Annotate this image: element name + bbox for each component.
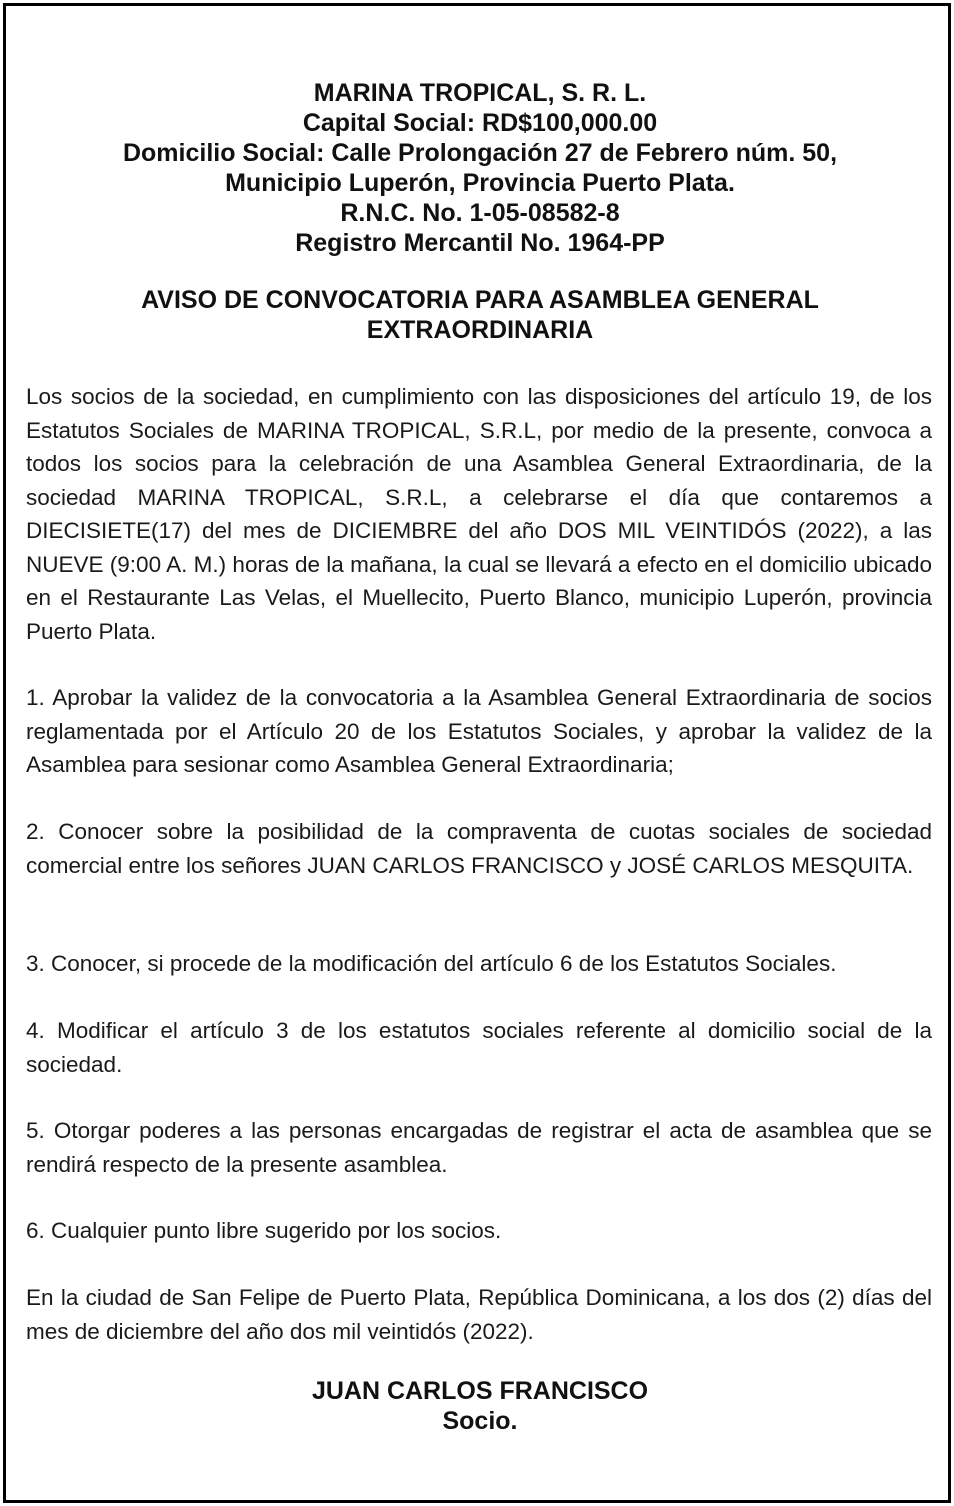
company-name: MARINA TROPICAL, S. R. L. [313, 79, 647, 107]
signatory-name: JUAN CARLOS FRANCISCO [311, 1377, 649, 1405]
signatory-role: Socio. [442, 1407, 518, 1435]
notice-title-line-2: EXTRAORDINARIA [366, 316, 594, 344]
intro-paragraph: Los socios de la sociedad, en cumplimiento con las disposiciones del artículo 19, de los Estatutos Sociales de MARINA TROPICAL, S.R.L, por medio de la presente, convoca a todos los socios para la celebración de una Asamblea General Extraordinaria, de la sociedad MARINA TROPICAL, S.R.L, a celebrarse el día que contaremos a DIECISIETE(17) del mes de DICIEMBRE del año DOS MIL VEINTIDÓS (2022), a las NUEVE (9:00 A. M.) horas de la mañana, la cual se llevará a efecto en el domicilio ubicado en el Restaurante Las Velas, el Muellecito, Puerto Blanco, municipio Luperón, provincia Puerto Plata. [26, 384, 932, 644]
agenda-item-2: 2. Conocer sobre la posibilidad de la compraventa de cuotas sociales de sociedad comercial entre los señores JUAN CARLOS FRANCISCO y JOSÉ CARLOS MESQUITA. [26, 819, 932, 878]
domicile-line-2: Municipio Luperón, Provincia Puerto Plata. [225, 169, 735, 197]
agenda-item-5: 5. Otorgar poderes a las personas encargadas de registrar el acta de asamblea que se rendirá respecto de la presente asamblea. [26, 1118, 932, 1177]
notice-title [6, 285, 954, 345]
agenda-item-1: 1. Aprobar la validez de la convocatoria a la Asamblea General Extraordinaria de socios reglamentada por el Artículo 20 de los Estatutos Sociales, y aprobar la validez de la Asamblea para sesionar como Asamblea General Extraordinaria; [26, 685, 932, 777]
notice-frame [3, 3, 951, 1503]
notice-title-line-1: AVISO DE CONVOCATORIA PARA ASAMBLEA GENERAL [141, 286, 819, 314]
capital-social: Capital Social: RD$100,000.00 [302, 109, 658, 137]
domicile-line-1: Domicilio Social: Calle Prolongación 27 de Febrero núm. 50, [122, 139, 838, 167]
company-header [6, 78, 954, 258]
mercantile-registry: Registro Mercantil No. 1964-PP [295, 229, 665, 257]
signature-block [6, 1376, 954, 1436]
agenda-item-4: 4. Modificar el artículo 3 de los estatutos sociales referente al domicilio social de la sociedad. [26, 1018, 932, 1077]
closing-paragraph: En la ciudad de San Felipe de Puerto Plata, República Dominicana, a los dos (2) días del mes de diciembre del año dos mil veintidós (2022). [26, 1285, 932, 1344]
rnc-number: R.N.C. No. 1-05-08582-8 [340, 199, 620, 227]
agenda-item-3: 3. Conocer, si procede de la modificación del artículo 6 de los Estatutos Sociales. [26, 951, 837, 976]
agenda-item-6: 6. Cualquier punto libre sugerido por los socios. [26, 1218, 502, 1243]
